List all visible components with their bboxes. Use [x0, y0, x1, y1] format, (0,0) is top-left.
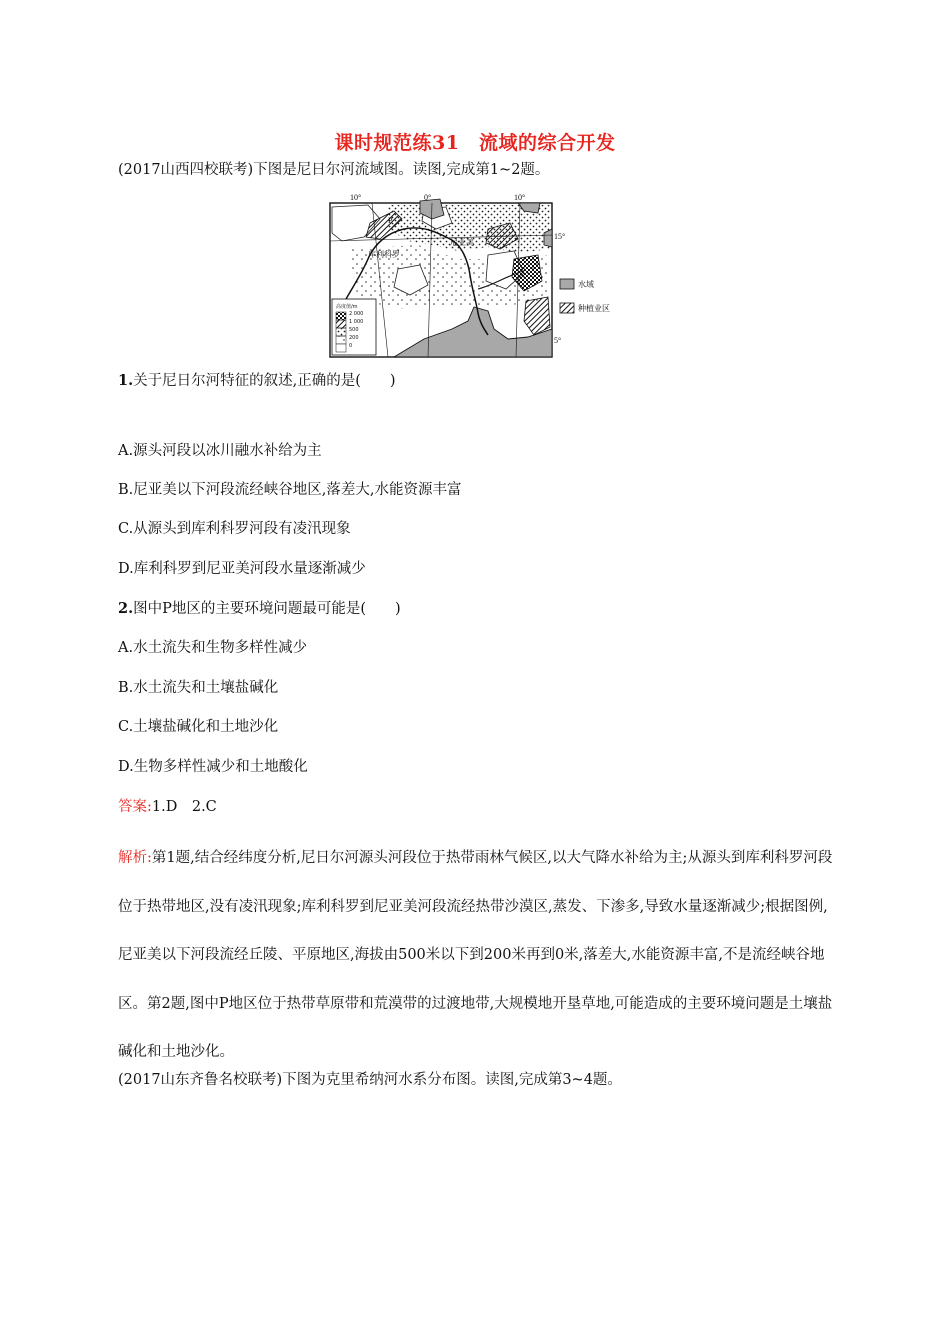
legend-level-5: 0 — [349, 343, 353, 349]
question-2-stem: 图中P地区的主要环境问题最可能是( ) — [133, 601, 401, 617]
legend-water-swatch — [560, 279, 574, 289]
explanation-text: 第1题,结合经纬度分析,尼日尔河源头河段位于热带雨林气候区,以大气降水补给为主;从源头到库利科罗河段位于热带地区,没有凌汛现象;库利科罗到尼亚美河段流经热带沙漠区,蒸发、下渗多,导致水量逐渐减少;根据图例,尼亚美以下河段流经丘陵、平原地区,海拔由500米以下到200米再到0米,落差大,水能资源丰富,不是流经峡谷地区。第2题,图中P地区位于热带草原带和荒漠带的过渡地带,大规模地开垦草地,可能造成的主要环境问题是土壤盐碱化和土地沙化。 — [118, 850, 833, 1060]
legend-level-3: 500 — [349, 327, 359, 333]
question-1 — [118, 371, 396, 391]
answer-label: 答案: — [118, 799, 152, 815]
q2-option-d: D.生物多样性减少和土地酸化 — [118, 759, 308, 775]
niger-river-map — [328, 189, 628, 361]
legend-level-1: 2 000 — [349, 311, 364, 317]
intro-text-1: (2017山西四校联考)下图是尼日尔河流域图。读图,完成第1~2题。 — [118, 162, 550, 178]
explanation-label: 解析: — [118, 850, 152, 866]
legend-plantation-swatch — [560, 303, 574, 313]
q2-option-a: A.水土流失和生物多样性减少 — [118, 640, 308, 656]
lon-label-3: 10° — [514, 193, 526, 202]
answer-line — [118, 797, 217, 817]
q1-option-c: C.从源头到库利科罗河段有凌汛现象 — [118, 521, 351, 537]
question-2 — [118, 599, 401, 619]
legend-title: 高度值/m — [336, 304, 358, 310]
place-label-p: P — [388, 216, 393, 225]
page-title: 课时规范练31 流域的综合开发 — [334, 132, 616, 154]
q2-option-b: B.水土流失和土壤盐碱化 — [118, 680, 279, 696]
answer-text: 1.D 2.C — [151, 799, 217, 815]
legend-level-4: 200 — [349, 335, 359, 341]
question-2-number: 2. — [118, 600, 134, 617]
lat-label-1: 15° — [554, 232, 566, 241]
explanation-paragraph — [118, 834, 838, 1077]
lat-label-2: 5° — [554, 336, 562, 345]
lon-label-1: 10° — [350, 193, 362, 202]
q1-option-a: A.源头河段以冰川融水补给为主 — [118, 443, 322, 459]
question-1-stem: 关于尼日尔河特征的叙述,正确的是( ) — [133, 373, 396, 389]
legend-water-label: 水域 — [578, 280, 594, 289]
map-svg — [328, 189, 628, 361]
question-1-number: 1. — [118, 372, 134, 389]
intro-text-2: (2017山东齐鲁名校联考)下图为克里希纳河水系分布图。读图,完成第3~4题。 — [118, 1072, 622, 1088]
place-label-niamey: 尼亚美 — [450, 238, 474, 247]
q2-option-c: C.土壤盐碱化和土地沙化 — [118, 719, 279, 735]
q1-option-b: B.尼亚美以下河段流经峡谷地区,落差大,水能资源丰富 — [118, 482, 462, 498]
q1-option-d: D.库利科罗到尼亚美河段水量逐渐减少 — [118, 561, 366, 577]
legend-plantation-label: 种植业区 — [578, 304, 610, 313]
place-label-koulikoro: 库利科罗 — [368, 250, 400, 259]
lon-label-2: 0° — [424, 193, 432, 202]
legend-level-2: 1 000 — [349, 319, 364, 325]
